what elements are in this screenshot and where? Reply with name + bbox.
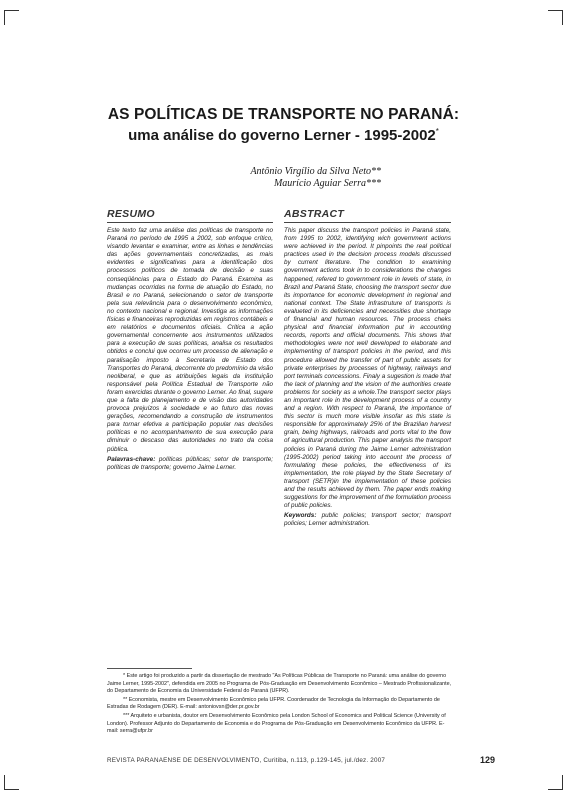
author-2: Maurício Aguiar Serra***	[273, 178, 381, 189]
journal-citation: REVISTA PARANAENSE DE DESENVOLVIMENTO, Curitiba, n.113, p.129-145, jul./dez. 2007	[107, 757, 386, 764]
title-block	[0, 106, 567, 144]
crop-mark-top-left	[4, 10, 19, 25]
abstract-body	[284, 227, 451, 528]
crop-mark-bottom-left	[4, 775, 19, 790]
resumo-keywords-text: políticas públicas; setor de transporte; políticas de transporte; governo Jaime Lerner.	[107, 455, 273, 471]
crop-mark-top-right	[548, 10, 563, 25]
subtitle-text: uma análise do governo Lerner - 1995-2002	[128, 127, 436, 144]
abstract-keywords	[284, 512, 451, 528]
abstract-section	[284, 208, 451, 528]
article-title: AS POLÍTICAS DE TRANSPORTE NO PARANÁ:	[107, 106, 460, 123]
footnote-3: *** Arquiteto e urbanista, doutor em Desenvolvimento Econômico pela London School of Economics and Political Science (University of London). Professor Adjunto do Departamento de Economia e do Programa de Pós-Graduação em Desenvolvimento Econômico da UFPR. E-mail: serra@ufpr.br	[107, 712, 446, 735]
abstract-keywords-text: public policies; transport sector; transport policies; Lerner administration.	[284, 512, 451, 528]
abstract-keywords-label: Keywords:	[284, 512, 317, 520]
abstract-heading: ABSTRACT	[284, 208, 451, 223]
resumo-heading: RESUMO	[107, 208, 273, 223]
resumo-body	[107, 227, 273, 472]
subtitle-footnote-mark: *	[435, 127, 439, 136]
resumo-text: Este texto faz uma análise das políticas de transporte no Paraná no período de 1995 a 2002, sob enfoque crítico, visando levantar e examinar, entre as linhas e tendências das ações governamentais concretizadas, as mais evidentes e significativas para a identificação dos processos políticos de tomada de decisão e suas conseqüências para o Estado do Paraná. Examina as mudanças ocorridas na forma de atuação do Estado, no Brasil e no Paraná, selecionando o setor de transporte pela sua relevância para o desenvolvimento econômico, no contexto nacional e regional. Investiga as informações físicas e financeiras reproduzidas em registros contábeis e em relatórios e documentos oficiais. Critica a ação governamental concernente aos instrumentos utilizados para a execução de suas políticas, analisa os resultados obtidos e conclui que ocorreu um processo de alienação e paralisação imposto à Secretaria de Estado dos Transportes do Paraná, decorrente do predomínio da visão neoliberal, e que as atribuições legais da instituição responsável pela Política Estadual de Transporte não foram exercidas durante o governo Lerner. Ao final, sugere que a falta de planejamento e de visão das autoridades provoca prejuízos à sociedade e ao futuro das novas gerações, recomendando a construção de instrumentos para tornar efetiva a participação popular nas decisões políticas e no acompanhamento de sua execução para diminuir o descaso das autoridades no trato da coisa pública.	[107, 227, 273, 453]
article-subtitle	[0, 127, 567, 144]
crop-mark-bottom-right	[548, 775, 563, 790]
footnote-rule	[107, 668, 192, 669]
authors	[131, 166, 381, 190]
page-footer	[107, 757, 495, 771]
resumo-section	[107, 208, 273, 472]
footnote-2: ** Economista, mestre em Desenvolvimento Econômico pela UFPR. Coordenador de Tecnologia da Informação do Departamento de Estradas de Rodagem (DER). E-mail: antoniovsn@der.pr.gov.br	[107, 696, 440, 711]
resumo-keywords	[107, 456, 273, 472]
author-1: Antônio Virgílio da Silva Neto**	[250, 166, 381, 177]
footnotes	[107, 673, 452, 737]
footnote-1: * Este artigo foi produzido a partir da dissertação de mestrado "As Políticas Públicas de Transporte no Paraná: uma análise do governo Jaime Lerner, 1995-2002", defendida em 2005 no Programa de Pós-Graduação em Desenvolvimento Econômico – Mestrado Profissionalizante, do Departamento de Economia da Universidade Federal do Paraná (UFPR).	[107, 673, 452, 695]
page-number: 129	[479, 755, 495, 765]
abstract-text: This paper discuss the transport policies in Paraná state, from 1995 to 2002, identifying wich government actions were achieved in the period. It pinpoints the real political practices used in the decision process models discussed by current literature. The condition to examining government actions took in to considerations the changes happened, refered to government role in levels of state, in Brazil and Paraná State, choosing the transport sector due its importance for economic development in regional and national context. The State infrastruture of transports is evalueted in its deficiencies and necessities due shortage of financial and human resources. The process cheks physical and financial information put in accounting records, reports and official documents. This shows that methodologies were not well developed to elaborate and implementing of transport policies in the period, and this procedure allowed the transfer of part of public assets for private enterprises by processes of highway, railways and port terminals concessions. Finaly a sugestion is made that the lack of planning and the vision of the authorities create problems for society as a whole.The transport sector plays an important role in the development process of a country and a region. With respect to Paraná, the importance of this sector is much more visible insofar as this state is responsible for approximately 25% of the Brazilian harvest grain, being highways, railroads and ports vital to the flow of agricultural production. This paper analysis the transport policies in Paraná during the Jaime Lerner administration (1995-2002) period taking into account the process of formulating these policies, the effectiveness of its implementation, the role played by the State Secretary of transport (SETR)in the implementation of these policies and the results achieved by them. The paper ends making suggestions for the improvement of the formulation process of public policies.	[284, 227, 451, 510]
resumo-keywords-label: Palavras-chave:	[107, 455, 156, 463]
